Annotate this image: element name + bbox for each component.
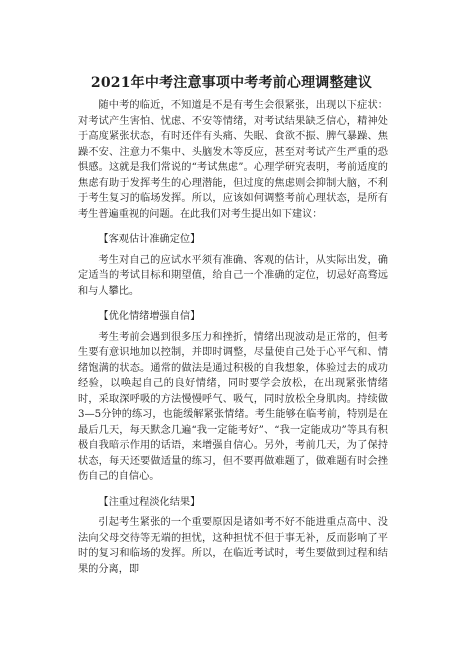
- section-heading-optimize-emotions: 【优化情绪增强自信】: [98, 311, 201, 322]
- section-heading-objective-assessment: 【客观估计准确定位】: [98, 234, 201, 245]
- section-paragraph-optimize-emotions: 考生考前会遇到很多压力和挫折，情绪出现波动是正常的，但考生要有意识地加以控制，并即时调整，尽量使自己处于心平气和、情绪饱满的状态。通常的做法是通过积极的自我想象，体验过去的成功经验，以唤起自己的良好情绪，同时要学会放松，在出现紧张情绪时，采取深呼吸的方法慢慢呼气、吸气，同时放松全身肌肉。持续做3—5分钟的练习，也能缓解紧张情绪。考生能够在临考前，特别是在最后几天，每天默念几遍“我一定能考好”、“我一定能成功”等具有积极自我暗示作用的话语，来增强自信心。另外，考前几天，为了保持状态，每天还要做适量的练习，但不要再做难题了，做难题有时会挫伤自己的自信心。: [78, 331, 388, 482]
- section-paragraph-objective-assessment: 考生对自己的应试水平须有准确、客观的估计，从实际出发，确定适当的考试目标和期望值，给自己一个准确的定位，切忌好高骛远和与人攀比。: [78, 254, 388, 297]
- document-title: 2021年中考注意事项中考考前心理调整建议: [90, 75, 373, 91]
- section-paragraph-focus-on-process: 引起考生紧张的一个重要原因是诸如考不好不能进重点高中、没法向父母交待等无端的担忧，这种担忧不但于事无补，反而影响了平时的复习和临场的发挥。所以，在临近考试时，考生要做到过程和结果的分离，即: [78, 517, 388, 575]
- intro-paragraph: 随中考的临近，不知道是不是有考生会很紧张，出现以下症状：对考试产生害怕、忧虑、不安等情绪，对考试结果缺乏信心，精神处于高度紧张状态，有时还伴有头痛、失眠、食欲不振、脾气暴躁、焦躁不安、注意力不集中、头脑发木等反应，甚至对考试产生严重的恐惧感。这就是我们常说的“考试焦虑”。心理学研究表明，考前适度的焦虑有助于发挥考生的心理潜能，但过度的焦虑则会抑制大脑，不利于考生复习的临场发挥。所以，应该如何调整考前心理状态，是所有考生普遍重视的问题。在此我们对考生提出如下建议：: [78, 100, 388, 220]
- section-heading-focus-on-process: 【注重过程淡化结果】: [98, 496, 201, 508]
- document-body: [78, 98, 388, 577]
